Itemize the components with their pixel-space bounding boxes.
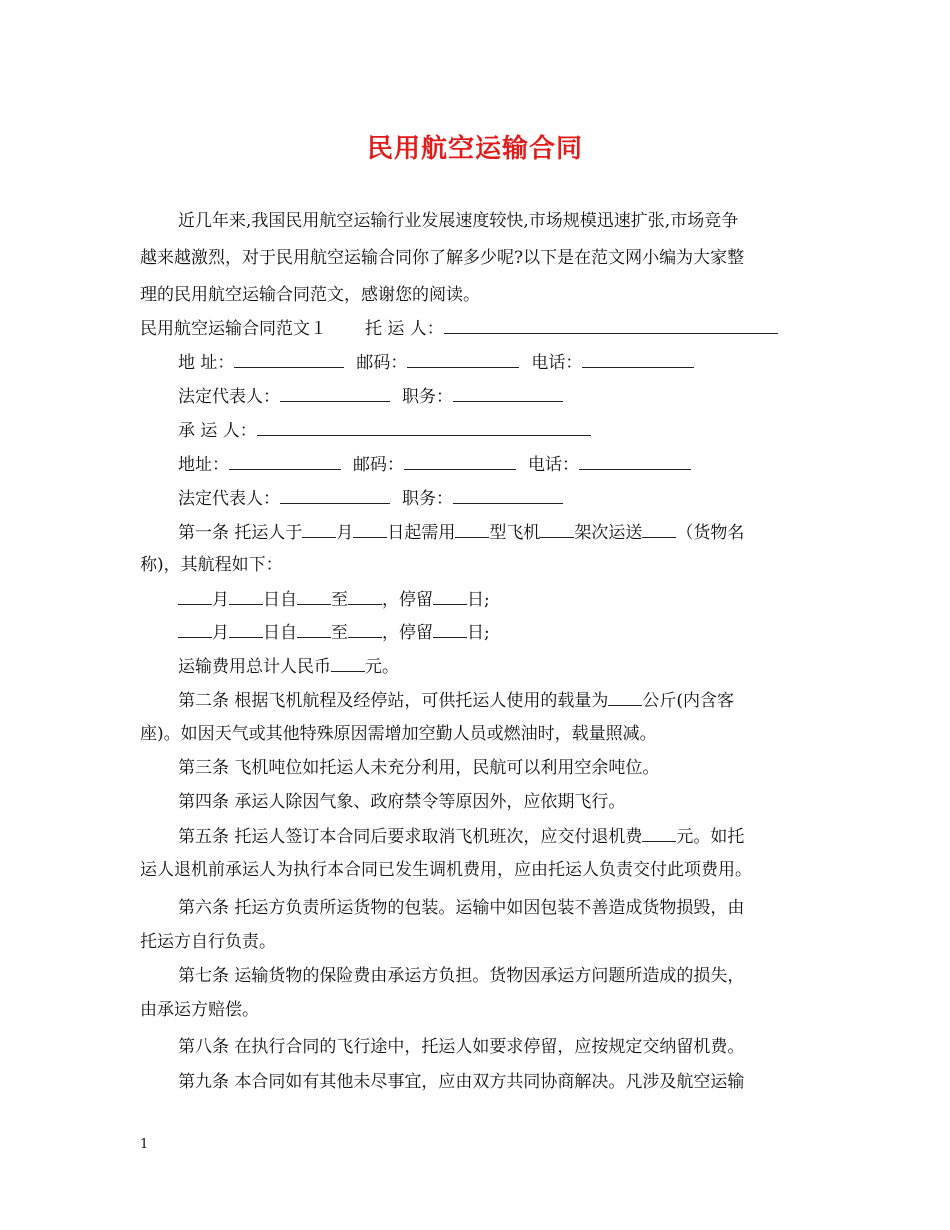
carrier-postcode-blank[interactable] — [404, 452, 516, 470]
article-2-line-1 — [178, 688, 734, 713]
carrier-row — [178, 418, 591, 443]
route-2-month-blank[interactable] — [178, 620, 212, 638]
article-1-line-1 — [178, 520, 744, 545]
article-1-text-a: 第一条 托运人于 — [178, 523, 303, 543]
shipper-title-blank[interactable] — [453, 384, 563, 402]
route-2-origin-blank[interactable] — [297, 620, 331, 638]
shipper-phone-label: 电话： — [531, 353, 583, 373]
article-1-day-blank[interactable] — [353, 520, 387, 538]
shipper-address-label: 地 址： — [178, 353, 235, 373]
article-6-line-2: 托运方自行负责。 — [140, 932, 276, 952]
route-1-month-blank[interactable] — [178, 587, 212, 605]
sample-heading: 民用航空运输合同范文１ — [140, 319, 327, 339]
carrier-address-blank[interactable] — [229, 452, 341, 470]
carrier-rep-blank[interactable] — [280, 486, 390, 504]
article-5-line-2: 运人退机前承运人为执行本合同已发生调机费用，应由托运人负责交付此项费用。 — [140, 860, 752, 880]
article-9: 第九条 本合同如有其他未尽事宜，应由双方共同协商解决。凡涉及航空运输 — [178, 1072, 745, 1092]
shipper-contact-row — [178, 350, 694, 375]
route-2-from-label: 日自 — [263, 623, 297, 643]
shipper-postcode-blank[interactable] — [407, 350, 519, 368]
article-5-line-1 — [178, 824, 744, 849]
carrier-postcode-label: 邮码： — [353, 455, 404, 475]
article-1-text-f: （货物名 — [676, 523, 745, 543]
route-line-1 — [178, 587, 490, 612]
carrier-phone-blank[interactable] — [579, 452, 691, 470]
article-5-text-b: 元。如托 — [676, 827, 745, 847]
shipper-title-label: 职务： — [402, 387, 453, 407]
carrier-title-label: 职务： — [402, 489, 453, 509]
route-1-stop-label: ，停留 — [382, 590, 433, 610]
article-1-month-blank[interactable] — [302, 520, 336, 538]
article-2-text-a: 第二条 根据飞机航程及经停站，可供托运人使用的载量为 — [178, 691, 609, 711]
shipper-rep-row — [178, 384, 563, 409]
document-title: 民用航空运输合同 — [366, 134, 583, 164]
article-7-line-2: 由承运方赔偿。 — [140, 1000, 259, 1020]
article-2-text-b: 公斤(内含客 — [642, 691, 735, 711]
fee-text-b: 元。 — [365, 657, 399, 677]
article-5-text-a: 第五条 托运人签订本合同后要求取消飞机班次，应交付退机费 — [178, 827, 643, 847]
article-1-text-b: 月 — [336, 523, 354, 543]
route-2-to-label: 至 — [331, 623, 348, 643]
shipper-row — [140, 316, 778, 341]
article-2-line-2: 座)。如因天气或其他特殊原因需增加空勤人员或燃油时，载量照减。 — [140, 724, 657, 744]
article-2-load-blank[interactable] — [608, 688, 642, 706]
route-2-dest-blank[interactable] — [348, 620, 382, 638]
article-4: 第四条 承运人除因气象、政府禁令等原因外，应依期飞行。 — [178, 792, 626, 812]
shipper-phone-blank[interactable] — [582, 350, 694, 368]
route-1-stop-blank[interactable] — [433, 587, 467, 605]
intro-line-3: 理的民用航空运输合同范文，感谢您的阅读。 — [140, 285, 480, 305]
carrier-phone-label: 电话： — [528, 455, 579, 475]
article-1-text-c: 日起需用 — [387, 523, 456, 543]
carrier-title-blank[interactable] — [453, 486, 563, 504]
shipper-name-blank[interactable] — [444, 316, 778, 334]
article-1-model-blank[interactable] — [455, 520, 489, 538]
fee-line — [178, 654, 399, 679]
article-5-fee-blank[interactable] — [642, 824, 676, 842]
article-8: 第八条 在执行合同的飞行途中，托运人如要求停留，应按规定交纳留机费。 — [178, 1037, 745, 1057]
page-number: 1 — [140, 1137, 149, 1152]
shipper-postcode-label: 邮码： — [356, 353, 408, 373]
route-1-day-blank[interactable] — [229, 587, 263, 605]
route-1-end-label: 日; — [467, 590, 490, 610]
article-7-line-1: 第七条 运输货物的保险费由承运方负担。货物因承运方问题所造成的损失， — [178, 966, 745, 986]
carrier-rep-row — [178, 486, 563, 511]
route-1-from-label: 日自 — [263, 590, 297, 610]
fee-amount-blank[interactable] — [331, 654, 365, 672]
route-2-stop-blank[interactable] — [433, 620, 467, 638]
route-1-to-label: 至 — [331, 590, 348, 610]
carrier-contact-row — [178, 452, 691, 477]
route-1-origin-blank[interactable] — [297, 587, 331, 605]
route-2-stop-label: ，停留 — [382, 623, 433, 643]
shipper-label: 托 运 人： — [365, 319, 444, 339]
article-1-flights-blank[interactable] — [540, 520, 574, 538]
carrier-rep-label: 法定代表人： — [178, 489, 280, 509]
shipper-address-blank[interactable] — [234, 350, 344, 368]
article-1-goods-blank[interactable] — [642, 520, 676, 538]
shipper-rep-blank[interactable] — [280, 384, 390, 402]
intro-line-2: 越来越激烈，对于民用航空运输合同你了解多少呢?以下是在范文网小编为大家整 — [140, 248, 745, 268]
carrier-name-blank[interactable] — [257, 418, 591, 436]
intro-line-1: 近几年来,我国民用航空运输行业发展速度较快,市场规模迅速扩张,市场竞争 — [178, 211, 739, 231]
shipper-rep-label: 法定代表人： — [178, 387, 280, 407]
carrier-address-label: 地址： — [178, 455, 229, 475]
route-2-month-label: 月 — [212, 623, 229, 643]
fee-text-a: 运输费用总计人民币 — [178, 657, 331, 677]
carrier-label: 承 运 人： — [178, 421, 257, 441]
article-6-line-1: 第六条 托运方负责所运货物的包装。运输中如因包装不善造成货物损毁，由 — [178, 898, 745, 918]
article-1-text-e: 架次运送 — [574, 523, 643, 543]
route-1-dest-blank[interactable] — [348, 587, 382, 605]
route-line-2 — [178, 620, 490, 645]
route-1-month-label: 月 — [212, 590, 229, 610]
route-2-day-blank[interactable] — [229, 620, 263, 638]
article-1-text-d: 型飞机 — [489, 523, 541, 543]
article-3: 第三条 飞机吨位如托运人未充分利用，民航可以利用空余吨位。 — [178, 758, 660, 778]
route-2-end-label: 日; — [467, 623, 490, 643]
article-1-line-2: 称)，其航程如下： — [140, 555, 283, 575]
